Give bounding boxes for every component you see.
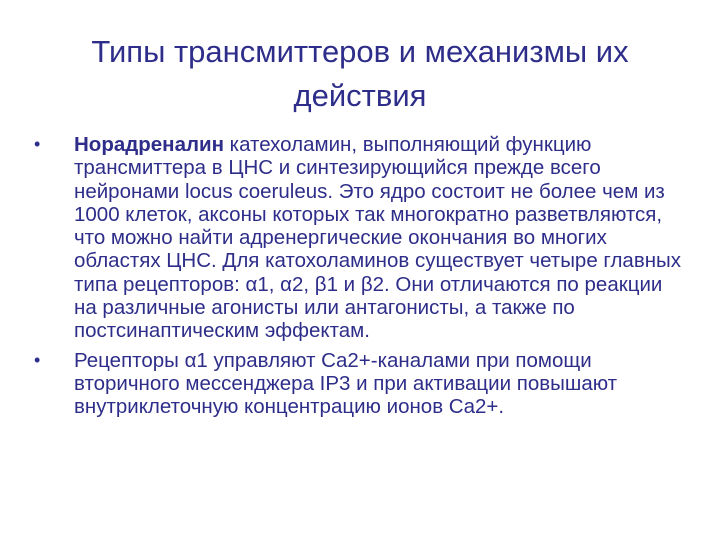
- slide-title: Типы трансмиттеров и механизмы их действия: [91, 34, 629, 113]
- bullet-item-norepinephrine: [30, 133, 690, 343]
- bullet-marker: •: [34, 134, 41, 154]
- bullet-term: Норадреналин: [74, 133, 224, 156]
- bullet-list: [30, 133, 690, 425]
- bullet-item-alpha1-receptors: [30, 349, 690, 419]
- bullet-marker: •: [34, 349, 41, 370]
- bullet-text: катехоламин, выполняющий функцию трансмиттера в ЦНС и синтезирующийся прежде всего нейронами locus coeruleus. Это ядро состоит не более чем из 1000 клеток, аксоны которых так многократно разветвляются, что можно найти адренергические окончания во многих областях ЦНС. Для катохоламинов существует четыре главных типа рецепторов: α1, α2, β1 и β2. Они отличаются по реакции на различные агонисты или антагонисты, а также по постсинаптическим эффектам.: [74, 133, 682, 343]
- bullet-text: Рецепторы α1 управляют Ca2+-каналами при помощи вторичного мессенджера IP3 и при активации повышают внутриклеточную концентрацию ионов Ca2+.: [74, 348, 618, 419]
